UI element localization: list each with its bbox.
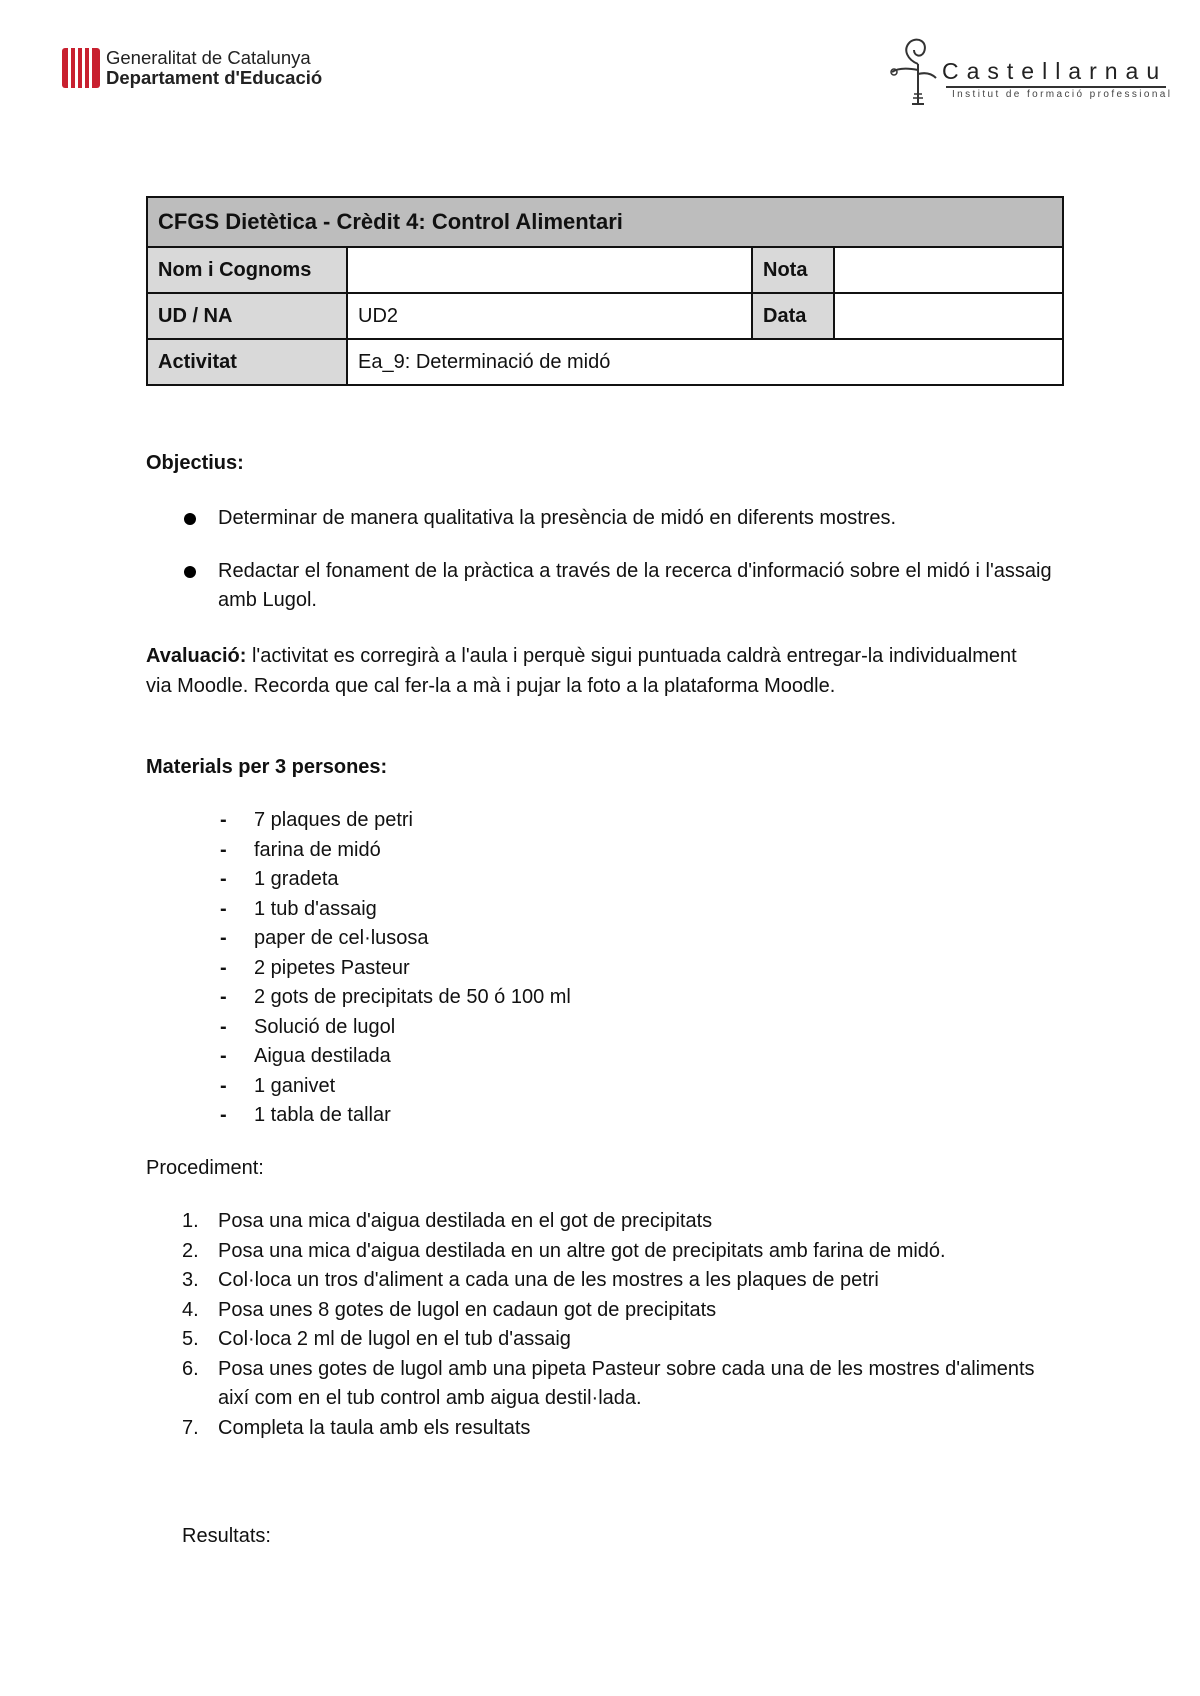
- material-item: - 1 tabla de tallar: [218, 1101, 571, 1131]
- material-item: - Aigua destilada: [218, 1042, 571, 1072]
- step-number: 2.: [182, 1239, 199, 1262]
- evaluation-paragraph: [146, 641, 1046, 701]
- material-item: - paper de cel·lusosa: [218, 924, 571, 954]
- materials-title: Materials per 3 persones:: [146, 756, 388, 778]
- material-item: - 1 gradeta: [218, 865, 571, 895]
- objectives-title: Objectius:: [146, 452, 244, 474]
- procedure-step: [182, 1355, 1042, 1414]
- procedure-title: Procediment:: [146, 1157, 264, 1179]
- school-underline: [946, 86, 1166, 88]
- step-number: 4.: [182, 1298, 199, 1321]
- step-number: 3.: [182, 1269, 199, 1291]
- materials-list: [218, 806, 571, 1131]
- info-table: [146, 196, 1064, 386]
- procedure-step: [182, 1296, 1042, 1326]
- step-text: Col·loca 2 ml de lugol en el tub d'assaig: [218, 1328, 571, 1350]
- generalitat-name: Generalitat de Catalunya: [106, 47, 311, 68]
- material-item: - 2 gots de precipitats de 50 ó 100 ml: [218, 983, 571, 1013]
- evaluation-label: Avaluació:: [146, 645, 247, 667]
- school-subtitle: Institut de formació professional: [952, 89, 1173, 100]
- procedure-step: [182, 1237, 1042, 1267]
- objective-item: Determinar de manera qualitativa la presència de midó en diferents mostres.: [182, 504, 1072, 533]
- material-item: - 1 ganivet: [218, 1072, 571, 1102]
- material-item: - 1 tub d'assaig: [218, 895, 571, 925]
- step-text: Posa una mica d'aigua destilada en el got de precipitats: [218, 1210, 713, 1232]
- procedure-step: [182, 1325, 1042, 1355]
- procedure-step: [182, 1414, 1042, 1444]
- step-text: Posa una mica d'aigua destilada en un altre got de precipitats amb farina de midó.: [218, 1239, 946, 1262]
- school-name: Castellarnau: [942, 58, 1168, 84]
- department-name: Departament d'Educació: [106, 67, 323, 88]
- tree-logo-icon: [888, 34, 944, 106]
- objective-item: Redactar el fonament de la pràctica a través de la recerca d'informació sobre el midó i l'assaig amb Lugol.: [182, 557, 1072, 615]
- material-item: - 7 plaques de petri: [218, 806, 571, 836]
- generalitat-header: [62, 46, 322, 90]
- step-number: 6.: [182, 1357, 199, 1380]
- generalitat-logo-icon: [62, 46, 100, 90]
- results-title: Resultats:: [182, 1525, 271, 1547]
- step-text: Completa la taula amb els resultats: [218, 1416, 531, 1439]
- date-field[interactable]: [834, 293, 1063, 339]
- step-text: Col·loca un tros d'aliment a cada una de les mostres a les plaques de petri: [218, 1269, 879, 1291]
- grade-field[interactable]: [834, 247, 1063, 293]
- evaluation-text: l'activitat es corregirà a l'aula i perquè sigui puntuada caldrà entregar-la individualment via Moodle. Recorda que cal fer-la a mà i pujar la foto a la plataforma Moodle.: [146, 645, 1017, 697]
- course-title: CFGS Dietètica - Crèdit 4: Control Alimentari: [147, 197, 1063, 247]
- info-title-row: [147, 197, 1063, 247]
- name-field[interactable]: [347, 247, 752, 293]
- step-number: 7.: [182, 1416, 199, 1439]
- objectives-list: [182, 504, 1072, 639]
- info-unit-row: [147, 293, 1063, 339]
- name-label: Nom i Cognoms: [147, 247, 347, 293]
- school-header: [888, 34, 1173, 106]
- procedure-steps: [182, 1207, 1042, 1443]
- material-item: - Solució de lugol: [218, 1013, 571, 1043]
- material-item: - 2 pipetes Pasteur: [218, 954, 571, 984]
- info-name-row: [147, 247, 1063, 293]
- activity-label: Activitat: [147, 339, 347, 385]
- step-number: 1.: [182, 1210, 199, 1232]
- procedure-step: [182, 1266, 1042, 1296]
- step-text: Posa unes 8 gotes de lugol en cadaun got de precipitats: [218, 1298, 717, 1321]
- grade-label: Nota: [752, 247, 834, 293]
- info-activity-row: [147, 339, 1063, 385]
- unit-label: UD / NA: [147, 293, 347, 339]
- activity-value: Ea_9: Determinació de midó: [347, 339, 1063, 385]
- material-item: - farina de midó: [218, 836, 571, 866]
- step-text: Posa unes gotes de lugol amb una pipeta Pasteur sobre cada una de les mostres d'aliments així com en el tub control amb aigua destil·lada.: [218, 1357, 1035, 1409]
- step-number: 5.: [182, 1328, 199, 1350]
- procedure-step: [182, 1207, 1042, 1237]
- unit-value: UD2: [347, 293, 752, 339]
- date-label: Data: [752, 293, 834, 339]
